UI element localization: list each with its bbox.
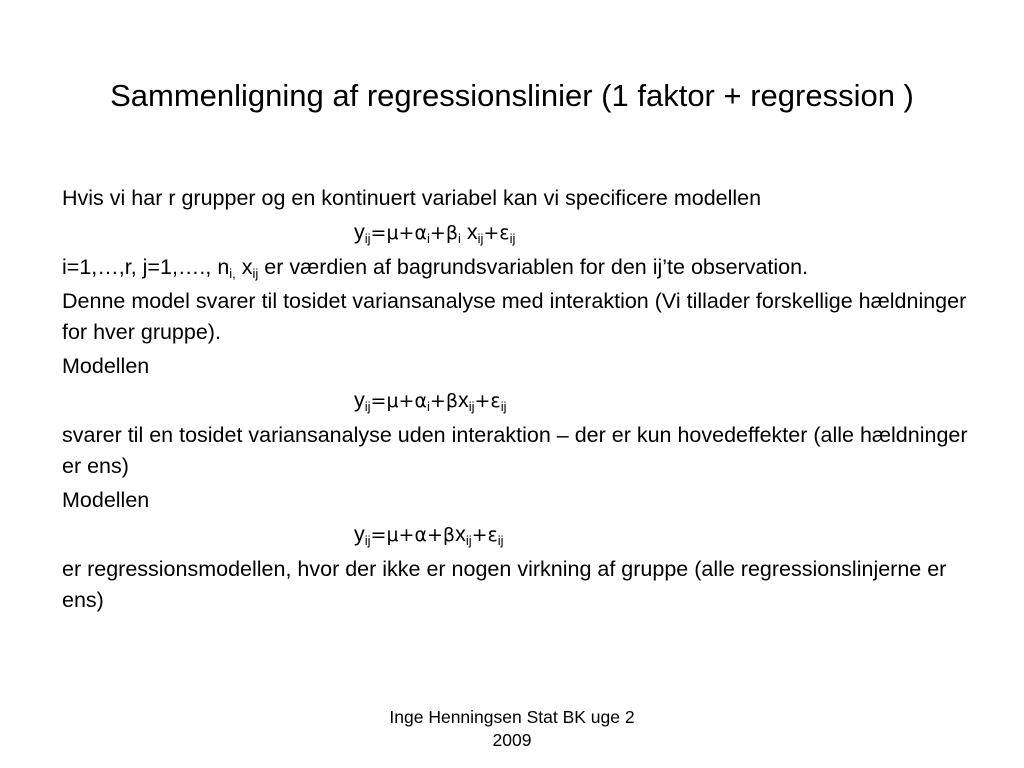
- formula-symbol: y: [354, 220, 365, 244]
- formula-symbol: ε: [487, 524, 498, 546]
- formula-regression-model: [62, 519, 972, 551]
- formula-subscript: ij: [364, 399, 371, 414]
- formula-symbol: +: [483, 222, 500, 244]
- formula-subscript: ij: [477, 231, 484, 246]
- formula-symbol: +: [474, 390, 491, 412]
- formula-symbol: y: [354, 522, 365, 546]
- formula-subscript: ij: [465, 533, 472, 548]
- formula-symbol: β: [445, 222, 458, 244]
- footer-year-line: 2009: [492, 730, 532, 750]
- model-label: Modellen: [62, 354, 150, 378]
- slide-title: Sammenligning af regressionslinier (1 faktor + regression ): [110, 78, 914, 113]
- main-effects-explanation: svarer til en tosidet variansanalyse uden interaktion – der er kun hovedeffekter (alle hældninger er ens): [62, 423, 968, 478]
- formula-symbol: =: [370, 390, 387, 412]
- formula-symbol: ε: [490, 390, 501, 412]
- formula-symbol: x: [455, 522, 466, 546]
- index-definition-text: [62, 252, 972, 283]
- formula-symbol: β: [442, 524, 456, 546]
- model-label: Modellen: [62, 488, 150, 512]
- formula-symbol: x: [457, 388, 469, 412]
- intro-text: Hvis vi har r grupper og en kontinuert variabel kan vi specificere modellen: [62, 186, 762, 210]
- formula-subscript: ij: [509, 231, 516, 246]
- index-subscript: i,: [229, 266, 236, 281]
- slide-footer: [362, 706, 662, 752]
- formula-symbol: +: [427, 524, 443, 546]
- formula-symbol: =: [370, 222, 387, 244]
- formula-subscript: ij: [364, 533, 371, 548]
- formula-subscript: ij: [468, 399, 475, 414]
- formula-symbol: +: [429, 222, 446, 244]
- formula-symbol: β: [445, 390, 458, 412]
- formula-subscript: i: [457, 231, 461, 246]
- formula-symbol: α: [414, 524, 427, 546]
- slide-body: [62, 183, 972, 619]
- formula-subscript: i: [427, 399, 430, 414]
- formula-symbol: =: [370, 524, 387, 546]
- formula-subscript: i: [427, 231, 430, 246]
- formula-symbol: μ: [386, 390, 399, 412]
- index-suffix: er værdien af bagrundsvariablen for den ij’te observation.: [258, 255, 809, 279]
- formula-symbol: α: [414, 222, 427, 244]
- formula-symbol: x: [460, 220, 478, 244]
- footer-author-line: Inge Henningsen Stat BK uge 2: [389, 707, 635, 727]
- formula-symbol: y: [354, 388, 365, 412]
- formula-subscript: ij: [497, 533, 504, 548]
- formula-symbol: +: [471, 524, 488, 546]
- index-prefix: i=1,…,r, j=1,…., n: [62, 255, 230, 279]
- formula-symbol: +: [398, 390, 415, 412]
- formula-symbol: +: [429, 390, 446, 412]
- formula-symbol: α: [414, 390, 427, 412]
- formula-main-effects-model: [62, 385, 972, 417]
- formula-symbol: +: [398, 222, 415, 244]
- formula-symbol: μ: [386, 524, 399, 546]
- formula-symbol: μ: [386, 222, 399, 244]
- formula-subscript: ij: [364, 231, 371, 246]
- formula-symbol: +: [398, 524, 415, 546]
- interaction-explanation: Denne model svarer til tosidet variansanalyse med interaktion (Vi tillader forskellige hældninger for hver gruppe).: [62, 289, 967, 344]
- formula-symbol: ε: [499, 222, 510, 244]
- index-x: x: [235, 255, 253, 279]
- formula-interaction-model: [62, 217, 972, 249]
- regression-explanation: er regressionsmodellen, hvor der ikke er nogen virkning af gruppe (alle regressionslinjerne er ens): [62, 557, 947, 612]
- formula-subscript: ij: [500, 399, 507, 414]
- index-subscript: ij: [252, 266, 259, 281]
